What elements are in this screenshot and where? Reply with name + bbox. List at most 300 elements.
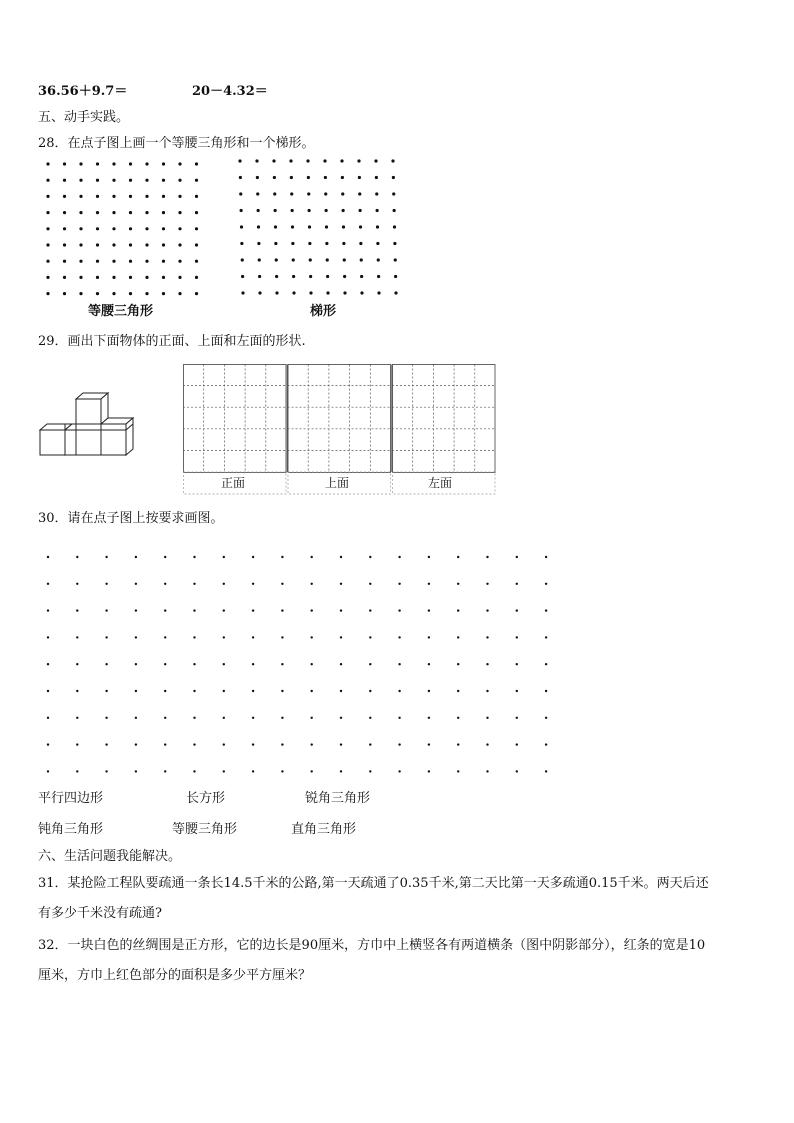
grid-dot	[164, 556, 166, 558]
grid-dot	[223, 717, 225, 719]
grid-dot	[275, 258, 278, 261]
grid-dot	[76, 717, 78, 719]
grid-dot	[193, 690, 195, 692]
grid-dot	[392, 192, 395, 195]
grid-dot	[281, 636, 283, 638]
grid-dot	[164, 636, 166, 638]
grid-dot	[398, 743, 400, 745]
grid-dot	[486, 690, 488, 692]
grid-dot	[369, 690, 371, 692]
grid-dot	[325, 242, 328, 245]
grid-dot	[239, 192, 242, 195]
grid-dot	[340, 743, 342, 745]
grid-dot	[545, 743, 547, 745]
grid-dot	[375, 176, 378, 179]
shape-label-parallelogram: 平行四边形	[38, 791, 104, 806]
grid-dot	[96, 195, 99, 198]
grid-dot	[274, 209, 277, 212]
grid-dot	[76, 636, 78, 638]
grid-dot	[281, 609, 283, 611]
grid-dot	[47, 717, 49, 719]
grid-dot	[162, 162, 165, 165]
grid-dot	[79, 276, 82, 279]
shape-label-obtuse-triangle: 钝角三角形	[38, 822, 104, 837]
grid-dot	[223, 636, 225, 638]
grid-dot	[135, 609, 137, 611]
dot-grid-large[interactable]	[43, 552, 551, 776]
grid-dot	[289, 159, 292, 162]
grid-dot	[63, 162, 66, 165]
grid-dot	[398, 609, 400, 611]
grid-dot	[112, 292, 115, 295]
grid-dot	[96, 179, 99, 182]
grid-dot	[193, 636, 195, 638]
grid-dot	[360, 258, 363, 261]
grid-dot	[392, 176, 395, 179]
grid-dot	[486, 583, 488, 585]
grid-dot	[96, 292, 99, 295]
grid-dot	[129, 195, 132, 198]
grid-dot	[162, 195, 165, 198]
question-31-line-2: 有多少千米没有疏通?	[38, 906, 162, 921]
grid-dot	[47, 743, 49, 745]
grid-dot	[545, 717, 547, 719]
grid-dot	[369, 743, 371, 745]
grid-dot	[96, 276, 99, 279]
grid-dot	[47, 609, 49, 611]
grid-dot	[273, 176, 276, 179]
grid-dot	[486, 770, 488, 772]
grid-dot	[112, 260, 115, 263]
grid-dot	[112, 227, 115, 230]
grid-dot	[516, 556, 518, 558]
grid-dot	[398, 583, 400, 585]
grid-dot	[105, 556, 107, 558]
grid-dot	[79, 292, 82, 295]
grid-dot	[369, 636, 371, 638]
grid-dot	[360, 291, 363, 294]
grid-dot	[223, 609, 225, 611]
grid-panel-border	[288, 365, 391, 473]
grid-dot	[486, 636, 488, 638]
grid-dot	[178, 292, 181, 295]
grid-dot	[326, 291, 329, 294]
grid-label-front: 正面	[221, 476, 246, 490]
grid-dot	[79, 179, 82, 182]
grid-dot	[63, 276, 66, 279]
grid-dot	[340, 690, 342, 692]
grid-dot	[46, 195, 49, 198]
grid-dot	[195, 162, 198, 165]
grid-dot	[326, 258, 329, 261]
grid-dot	[145, 260, 148, 263]
grid-dot	[145, 292, 148, 295]
grid-dot	[96, 260, 99, 263]
grid-dot	[516, 717, 518, 719]
grid-dot	[457, 609, 459, 611]
grid-dot	[398, 556, 400, 558]
grid-dot	[46, 162, 49, 165]
grid-dot	[193, 663, 195, 665]
grid-dot	[369, 663, 371, 665]
grid-dot	[47, 556, 49, 558]
grid-dot	[324, 192, 327, 195]
grid-dot	[257, 242, 260, 245]
grid-dot	[311, 690, 313, 692]
cube-front-face	[101, 430, 126, 455]
grid-dot	[358, 176, 361, 179]
grid-dot	[79, 162, 82, 165]
grid-dot	[516, 609, 518, 611]
grid-dot	[164, 743, 166, 745]
grid-dot	[340, 636, 342, 638]
grid-dot	[63, 227, 66, 230]
grid-dot	[178, 211, 181, 214]
grid-dot	[545, 609, 547, 611]
grid-dot	[79, 227, 82, 230]
grid-dot	[545, 556, 547, 558]
grid-dot	[258, 275, 261, 278]
grid-dot	[275, 275, 278, 278]
grid-dot	[516, 583, 518, 585]
question-32-line-1: 32．一块白色的丝绸围是正方形，它的边长是90厘米，方巾中上横竖各有两道横条（图中阴影部分），红条的宽是10	[38, 938, 706, 953]
calc-expression-2: 20－4.32＝	[192, 84, 268, 99]
grid-dot	[79, 195, 82, 198]
grid-dot	[369, 609, 371, 611]
grid-dot	[164, 717, 166, 719]
grid-dot	[76, 609, 78, 611]
grid-dot	[281, 717, 283, 719]
grid-dot	[516, 690, 518, 692]
grid-dot	[112, 162, 115, 165]
grid-dot	[291, 209, 294, 212]
grid-dot	[145, 179, 148, 182]
grid-dot	[145, 195, 148, 198]
grid-dot	[393, 225, 396, 228]
grid-dot	[428, 583, 430, 585]
grid-dot	[359, 209, 362, 212]
grid-dot	[516, 636, 518, 638]
grid-dot	[129, 162, 132, 165]
grid-dot	[240, 242, 243, 245]
grid-dot	[112, 243, 115, 246]
grid-dot	[76, 556, 78, 558]
grid-dot	[341, 176, 344, 179]
grid-dot	[398, 690, 400, 692]
grid-dot	[76, 583, 78, 585]
grid-dot	[162, 292, 165, 295]
grid-dot	[545, 770, 547, 772]
grid-dot	[457, 717, 459, 719]
grid-dot	[290, 192, 293, 195]
grid-dot	[47, 583, 49, 585]
grid-dot	[457, 743, 459, 745]
grid-dot	[308, 242, 311, 245]
grid-dot	[76, 743, 78, 745]
grid-dot	[342, 242, 345, 245]
grid-dot	[129, 243, 132, 246]
grid-dot	[375, 192, 378, 195]
grid-dot	[252, 717, 254, 719]
grid-dot	[428, 770, 430, 772]
grid-dot	[486, 663, 488, 665]
grid-dot	[63, 211, 66, 214]
grid-dot	[239, 176, 242, 179]
grid-dot	[377, 275, 380, 278]
grid-dot	[308, 225, 311, 228]
grid-dot	[369, 556, 371, 558]
grid-dot	[47, 770, 49, 772]
grid-dot	[79, 260, 82, 263]
grid-dot	[326, 275, 329, 278]
grid-dot	[76, 770, 78, 772]
grid-dot	[96, 211, 99, 214]
grid-dot	[240, 225, 243, 228]
grid-dot	[343, 275, 346, 278]
grid-dot	[360, 275, 363, 278]
grid-dot	[238, 159, 241, 162]
grid-dot	[281, 663, 283, 665]
grid-dot	[457, 770, 459, 772]
question-32-line-2: 厘米，方巾上红色部分的面积是多少平方厘米？	[38, 968, 312, 983]
grid-dot	[374, 159, 377, 162]
grid-dot	[311, 717, 313, 719]
grid-dot	[292, 258, 295, 261]
grid-label-left: 左面	[428, 476, 453, 490]
grid-dot	[195, 227, 198, 230]
shape-label-isosceles-triangle: 等腰三角形	[172, 822, 238, 837]
grid-dot	[311, 743, 313, 745]
grid-dot	[76, 690, 78, 692]
grid-dot	[162, 276, 165, 279]
grid-dot	[306, 159, 309, 162]
grid-dot	[258, 258, 261, 261]
grid-dot	[105, 609, 107, 611]
grid-dot	[135, 663, 137, 665]
grid-dot	[340, 663, 342, 665]
grid-dot	[342, 209, 345, 212]
dot-grid-right[interactable]	[238, 156, 404, 298]
grid-dot	[309, 258, 312, 261]
cube-side-face	[126, 424, 133, 455]
grid-dot	[47, 690, 49, 692]
grid-dot	[129, 292, 132, 295]
grid-dot	[145, 211, 148, 214]
grid-dot	[292, 275, 295, 278]
grid-dot	[325, 225, 328, 228]
grid-dot	[135, 717, 137, 719]
grid-dot	[274, 225, 277, 228]
grid-dot	[281, 743, 283, 745]
grid-dot	[178, 260, 181, 263]
grid-dot	[369, 583, 371, 585]
grid-dot	[357, 159, 360, 162]
grid-dot	[135, 743, 137, 745]
grid-dot	[398, 636, 400, 638]
grid-dot	[340, 770, 342, 772]
grid-dot	[105, 636, 107, 638]
grid-dot	[256, 192, 259, 195]
grid-dot	[428, 663, 430, 665]
grid-dot	[281, 583, 283, 585]
grid-dot	[162, 179, 165, 182]
grid-dot	[223, 663, 225, 665]
grid-dot	[307, 192, 310, 195]
grid-dot	[369, 717, 371, 719]
grid-dot	[325, 209, 328, 212]
grid-dot	[47, 636, 49, 638]
cube-stack-figure	[38, 386, 138, 462]
grid-dot	[393, 242, 396, 245]
grid-dot	[96, 162, 99, 165]
grid-dot	[545, 636, 547, 638]
grid-dot	[112, 211, 115, 214]
grid-dot	[376, 225, 379, 228]
question-30-text: 30．请在点子图上按要求画图。	[38, 511, 224, 526]
grid-dot	[164, 770, 166, 772]
grid-dot	[275, 291, 278, 294]
grid-dot	[135, 690, 137, 692]
grid-dot	[398, 717, 400, 719]
grid-dot	[281, 556, 283, 558]
grid-dot	[241, 291, 244, 294]
grid-panel-border	[393, 365, 496, 473]
grid-dot	[545, 690, 547, 692]
grid-dot	[369, 770, 371, 772]
grid-dot	[358, 192, 361, 195]
question-28-text: 28．在点子图上画一个等腰三角形和一个梯形。	[38, 136, 315, 151]
grid-dot	[323, 159, 326, 162]
cube-front-face	[40, 430, 65, 455]
grid-dot	[311, 583, 313, 585]
grid-dot	[129, 211, 132, 214]
grid-dot	[193, 770, 195, 772]
grid-dot	[272, 159, 275, 162]
grid-dot	[105, 690, 107, 692]
grid-dot	[178, 162, 181, 165]
grid-dot	[309, 275, 312, 278]
grid-dot	[193, 743, 195, 745]
grid-dot	[223, 556, 225, 558]
grid-dot	[281, 770, 283, 772]
grid-dot	[195, 211, 198, 214]
grid-dot	[135, 583, 137, 585]
grid-dot	[223, 743, 225, 745]
question-29-text: 29．画出下面物体的正面、上面和左面的形状.	[38, 334, 306, 349]
label-isosceles-triangle: 等腰三角形	[88, 304, 154, 319]
grid-dot	[292, 291, 295, 294]
grid-dot	[398, 770, 400, 772]
grid-dot	[241, 258, 244, 261]
grid-dot	[46, 227, 49, 230]
grid-dot	[545, 663, 547, 665]
grid-dot	[307, 176, 310, 179]
grid-dot	[195, 292, 198, 295]
grid-dot	[340, 159, 343, 162]
grid-dot	[341, 192, 344, 195]
grid-dot	[258, 291, 261, 294]
grid-dot	[308, 209, 311, 212]
grid-dot	[79, 211, 82, 214]
grid-dot	[486, 717, 488, 719]
grid-dot	[241, 275, 244, 278]
grid-dot	[178, 276, 181, 279]
grid-dot	[129, 260, 132, 263]
grid-dot	[359, 225, 362, 228]
grid-dot	[252, 770, 254, 772]
grid-dot	[193, 717, 195, 719]
grid-dot	[457, 663, 459, 665]
grid-dot	[428, 743, 430, 745]
grid-dot	[178, 179, 181, 182]
grid-dot	[105, 717, 107, 719]
grid-dot	[486, 609, 488, 611]
shape-label-acute-triangle: 锐角三角形	[305, 791, 371, 806]
grid-dot	[164, 609, 166, 611]
grid-dot	[340, 556, 342, 558]
grid-dot	[195, 179, 198, 182]
grid-dot	[195, 260, 198, 263]
grid-dot	[516, 663, 518, 665]
grid-dot	[112, 179, 115, 182]
dot-grid-left[interactable]	[43, 159, 202, 299]
grid-dot	[164, 663, 166, 665]
grid-dot	[257, 225, 260, 228]
grid-dot	[545, 583, 547, 585]
grid-dot	[486, 743, 488, 745]
grid-dot	[486, 556, 488, 558]
grid-dot	[47, 663, 49, 665]
grid-dot	[252, 583, 254, 585]
grid-dot	[129, 276, 132, 279]
shape-label-rectangle: 长方形	[186, 791, 226, 806]
grid-dot	[255, 159, 258, 162]
shape-label-right-triangle: 直角三角形	[291, 822, 357, 837]
grid-label-top: 上面	[325, 476, 350, 490]
grid-dot	[76, 663, 78, 665]
calc-expression-1: 36.56＋9.7＝	[38, 84, 128, 99]
grid-dot	[428, 636, 430, 638]
grid-dot	[129, 179, 132, 182]
grid-dot	[162, 227, 165, 230]
grid-dot	[309, 291, 312, 294]
grid-dot	[343, 291, 346, 294]
grid-dot	[457, 556, 459, 558]
grid-dot	[193, 556, 195, 558]
grid-dot	[342, 225, 345, 228]
grid-dot	[340, 583, 342, 585]
grid-dot	[324, 176, 327, 179]
grid-dot	[394, 291, 397, 294]
grid-dot	[79, 243, 82, 246]
section-6-title: 六、生活问题我能解决。	[38, 849, 182, 864]
grid-dot	[394, 275, 397, 278]
grid-dot	[223, 690, 225, 692]
grid-dot	[105, 743, 107, 745]
grid-dot	[252, 690, 254, 692]
grid-dot	[376, 242, 379, 245]
grid-dot	[516, 770, 518, 772]
grid-dot	[46, 211, 49, 214]
grid-dot	[240, 209, 243, 212]
grid-dot	[164, 690, 166, 692]
grid-dot	[223, 583, 225, 585]
grid-dot	[96, 227, 99, 230]
grid-dot	[516, 743, 518, 745]
grid-dot	[162, 243, 165, 246]
grid-dot	[195, 243, 198, 246]
grid-dot	[311, 609, 313, 611]
